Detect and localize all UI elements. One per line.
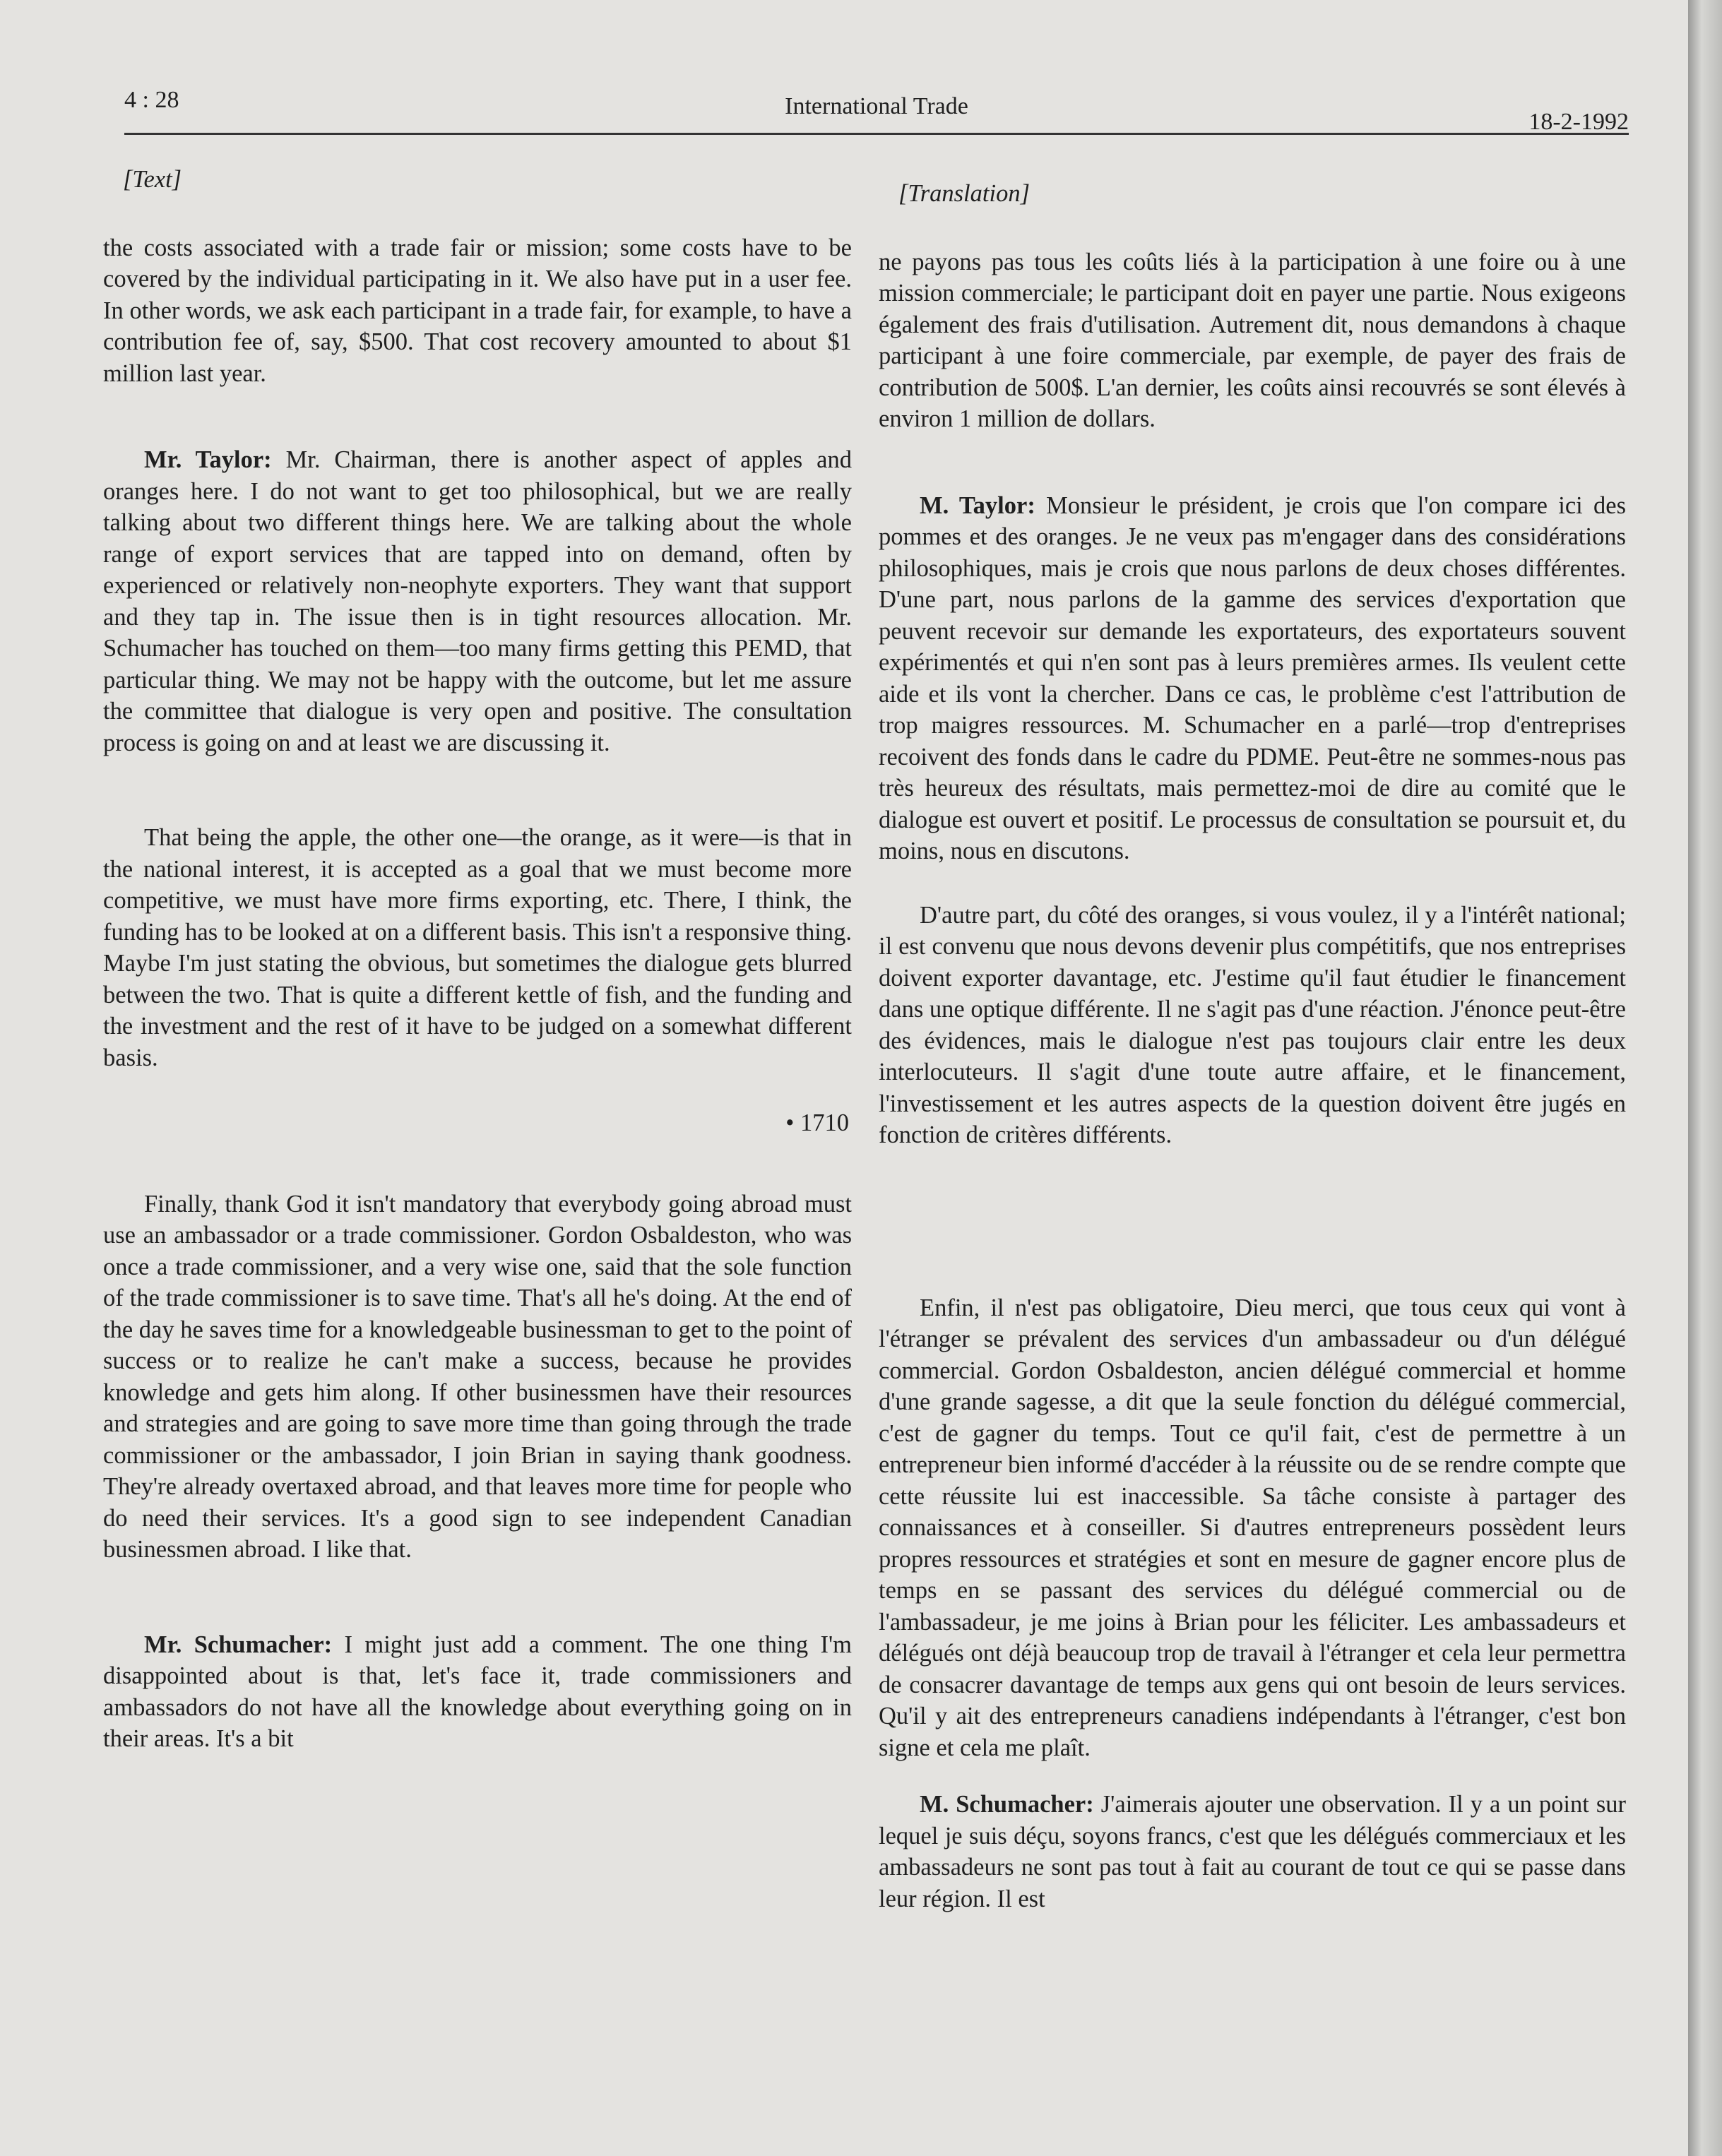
paragraph-5-text: J'aimerais ajouter une observation. Il y a un point sur lequel je suis déçu, soyons francs, c'est que les délégués commerciaux et les ambassadeurs ne sont pas tout à fait au courant de tout ce qui se passe dans leur région. Il est (879, 1791, 1627, 1912)
page-number: 4 : 28 (124, 87, 179, 113)
time-marker: • 1710 (785, 1109, 849, 1136)
paragraph-2-text: Monsieur le président, je crois que l'on compare ici des pommes et des oranges. Je ne veux pas m'engager dans des considérations philosophiques, mais je crois que nous parlons de deux choses différentes. D'une part, nous parlons de la gamme des services d'exportation que peuvent recevoir sur demande les exportateurs, des exportateurs souvent expérimentés et qui n'en sont pas à leurs premières armes. Ils veulent cette aide et ils vont la chercher. Dans ce cas, le problème c'est l'attribution de trop maigres ressources. M. Schumacher en a parlé—trop d'entreprises recoivent des fonds dans le cadre du PDME. Peut-être ne sommes-nous pas très heureux des résultats, mais permettez-moi de dire au comité que le dialogue est ouvert et positif. Le processus de consultation se poursuit et, du moins, nous en discutons. (879, 492, 1626, 864)
paragraph-2 (103, 444, 852, 758)
page-date: 18-2-1992 (1528, 109, 1629, 135)
paragraph-4: Finally, thank God it isn't mandatory that everybody going abroad must use an ambassador or a trade commissioner. Gordon Osbaldeston, who was once a trade commissioner, and a very wise one, said that the sole function of the trade commissioner is to save time. That's all he's doing. At the end of the day he saves time for a knowledgeable businessman to get to the point of success or to realize he can't make a success, because he provides knowledge and gets him along. If other businessmen have their resources and strategies and are going to save more time than going through the trade commissioner or the ambassador, I join Brian in saying thank goodness. They're already overtaxed abroad, and that leaves more time for people who do need their services. It's a good sign to see independent Canadian businessmen abroad. I like that. (103, 1190, 852, 1563)
french-column (879, 178, 1626, 1914)
paragraph-5 (103, 1629, 852, 1755)
speaker-name: M. Schumacher: (920, 1791, 1094, 1818)
translation-tag: [Translation] (898, 180, 1030, 207)
paragraph-4: Enfin, il n'est pas obligatoire, Dieu merci, que tous ceux qui vont à l'étranger se prévalent des services d'un ambassadeur ou d'un délégué commercial. Gordon Osbaldeston, ancien délégué commercial et homme d'une grande sagesse, a dit que la seule fonction du délégué commercial, c'est de gagner du temps. Tout ce qu'il fait, c'est de permettre à un entrepreneur bien informé d'accéder à la réussite ou de se rendre compte que cette réussite lui est inaccessible. Sa tâche consiste à partager des connaissances et à conseiller. Si d'autres entrepreneurs possèdent leurs propres ressources et stratégies et sont en mesure de gagner encore plus de temps en se passant des services du délégué commercial ou de l'ambassadeur, je me joins à Brian pour les féliciter. Les ambassadeurs et délégués ont déjà beaucoup trop de travail à l'étranger et cela leur permettra de consacrer davantage de temps aux gens qui ont besoin de leurs services. Qu'il y ait des entrepreneurs canadiens indépendants à l'étranger, c'est bon signe et cela me plaît. (879, 1294, 1626, 1761)
paragraph-2-text: Mr. Chairman, there is another aspect of apples and oranges here. I do not want to get too philosophical, but we are really talking about two different things here. We are talking about the whole range of export services that are tapped into on demand, often by experienced or relatively non-neophyte exporters. They want that support and they tap in. The issue then is in tight resources allocation. Mr. Schumacher has touched on them—too many firms getting this PEMD, that particular thing. We may not be happy with the outcome, but let me assure the committee that dialogue is very open and positive. The consultation process is going on and at least we are discussing it. (103, 446, 852, 756)
paragraph-1: ne payons pas tous les coûts liés à la participation à une foire ou à une mission commerciale; le participant doit en payer une partie. Nous exigeons également des frais d'utilisation. Autrement dit, nous demandons à chaque participant à une foire commerciale, par exemple, de payer des frais de contribution de 500$. L'an dernier, les coûts ainsi recouvrés se sont élevés à environ 1 million de dollars. (879, 248, 1626, 432)
page-edge (1688, 0, 1722, 2156)
text-tag: [Text] (123, 166, 182, 193)
english-column (103, 164, 852, 1755)
page-title: International Trade (785, 93, 968, 119)
paragraph-5-text: I might just add a comment. The one thing I'm disappointed about is that, let's face it, trade commissioners and ambassadors do not have all the knowledge about everything going on in their areas. It's a bit (103, 1631, 852, 1752)
paragraph-5 (879, 1789, 1626, 1914)
paragraph-3: D'autre part, du côté des oranges, si vous voulez, il y a l'intérêt national; il est convenu que nous devons devenir plus compétitifs, que nos entreprises doivent exporter davantage, etc. J'estime qu'il faut étudier le financement dans une optique différente. Il ne s'agit pas d'une réaction. J'énonce peut-être des évidences, mais le dialogue n'est pas toujours clair entre les deux interlocuteurs. Il s'agit d'une toute autre affaire, et le financement, l'investissement et les autres aspects de la question doivent être jugés en fonction de critères différents. (879, 901, 1626, 1148)
speaker-name: Mr. Schumacher: (144, 1631, 333, 1658)
paragraph-2 (879, 490, 1626, 867)
page-header (124, 83, 1629, 135)
paragraph-3: That being the apple, the other one—the orange, as it were—is that in the national interest, it is accepted as a goal that we must become more competitive, we must have more firms exporting, etc. There, I think, the funding has to be looked at on a different basis. This isn't a responsive thing. Maybe I'm just stating the obvious, but sometimes the dialogue gets blurred between the two. That is quite a different kettle of fish, and the funding and the investment and the rest of it have to be judged on a somewhat different basis. (103, 824, 852, 1071)
speaker-name: Mr. Taylor: (144, 446, 272, 473)
speaker-name: M. Taylor: (920, 492, 1035, 519)
paragraph-1: the costs associated with a trade fair or mission; some costs have to be covered by the individual participating in it. We also have put in a user fee. In other words, we ask each participant in a trade fair, for example, to have a contribution fee of, say, $500. That cost recovery amounted to about $1 million last year. (103, 234, 852, 387)
